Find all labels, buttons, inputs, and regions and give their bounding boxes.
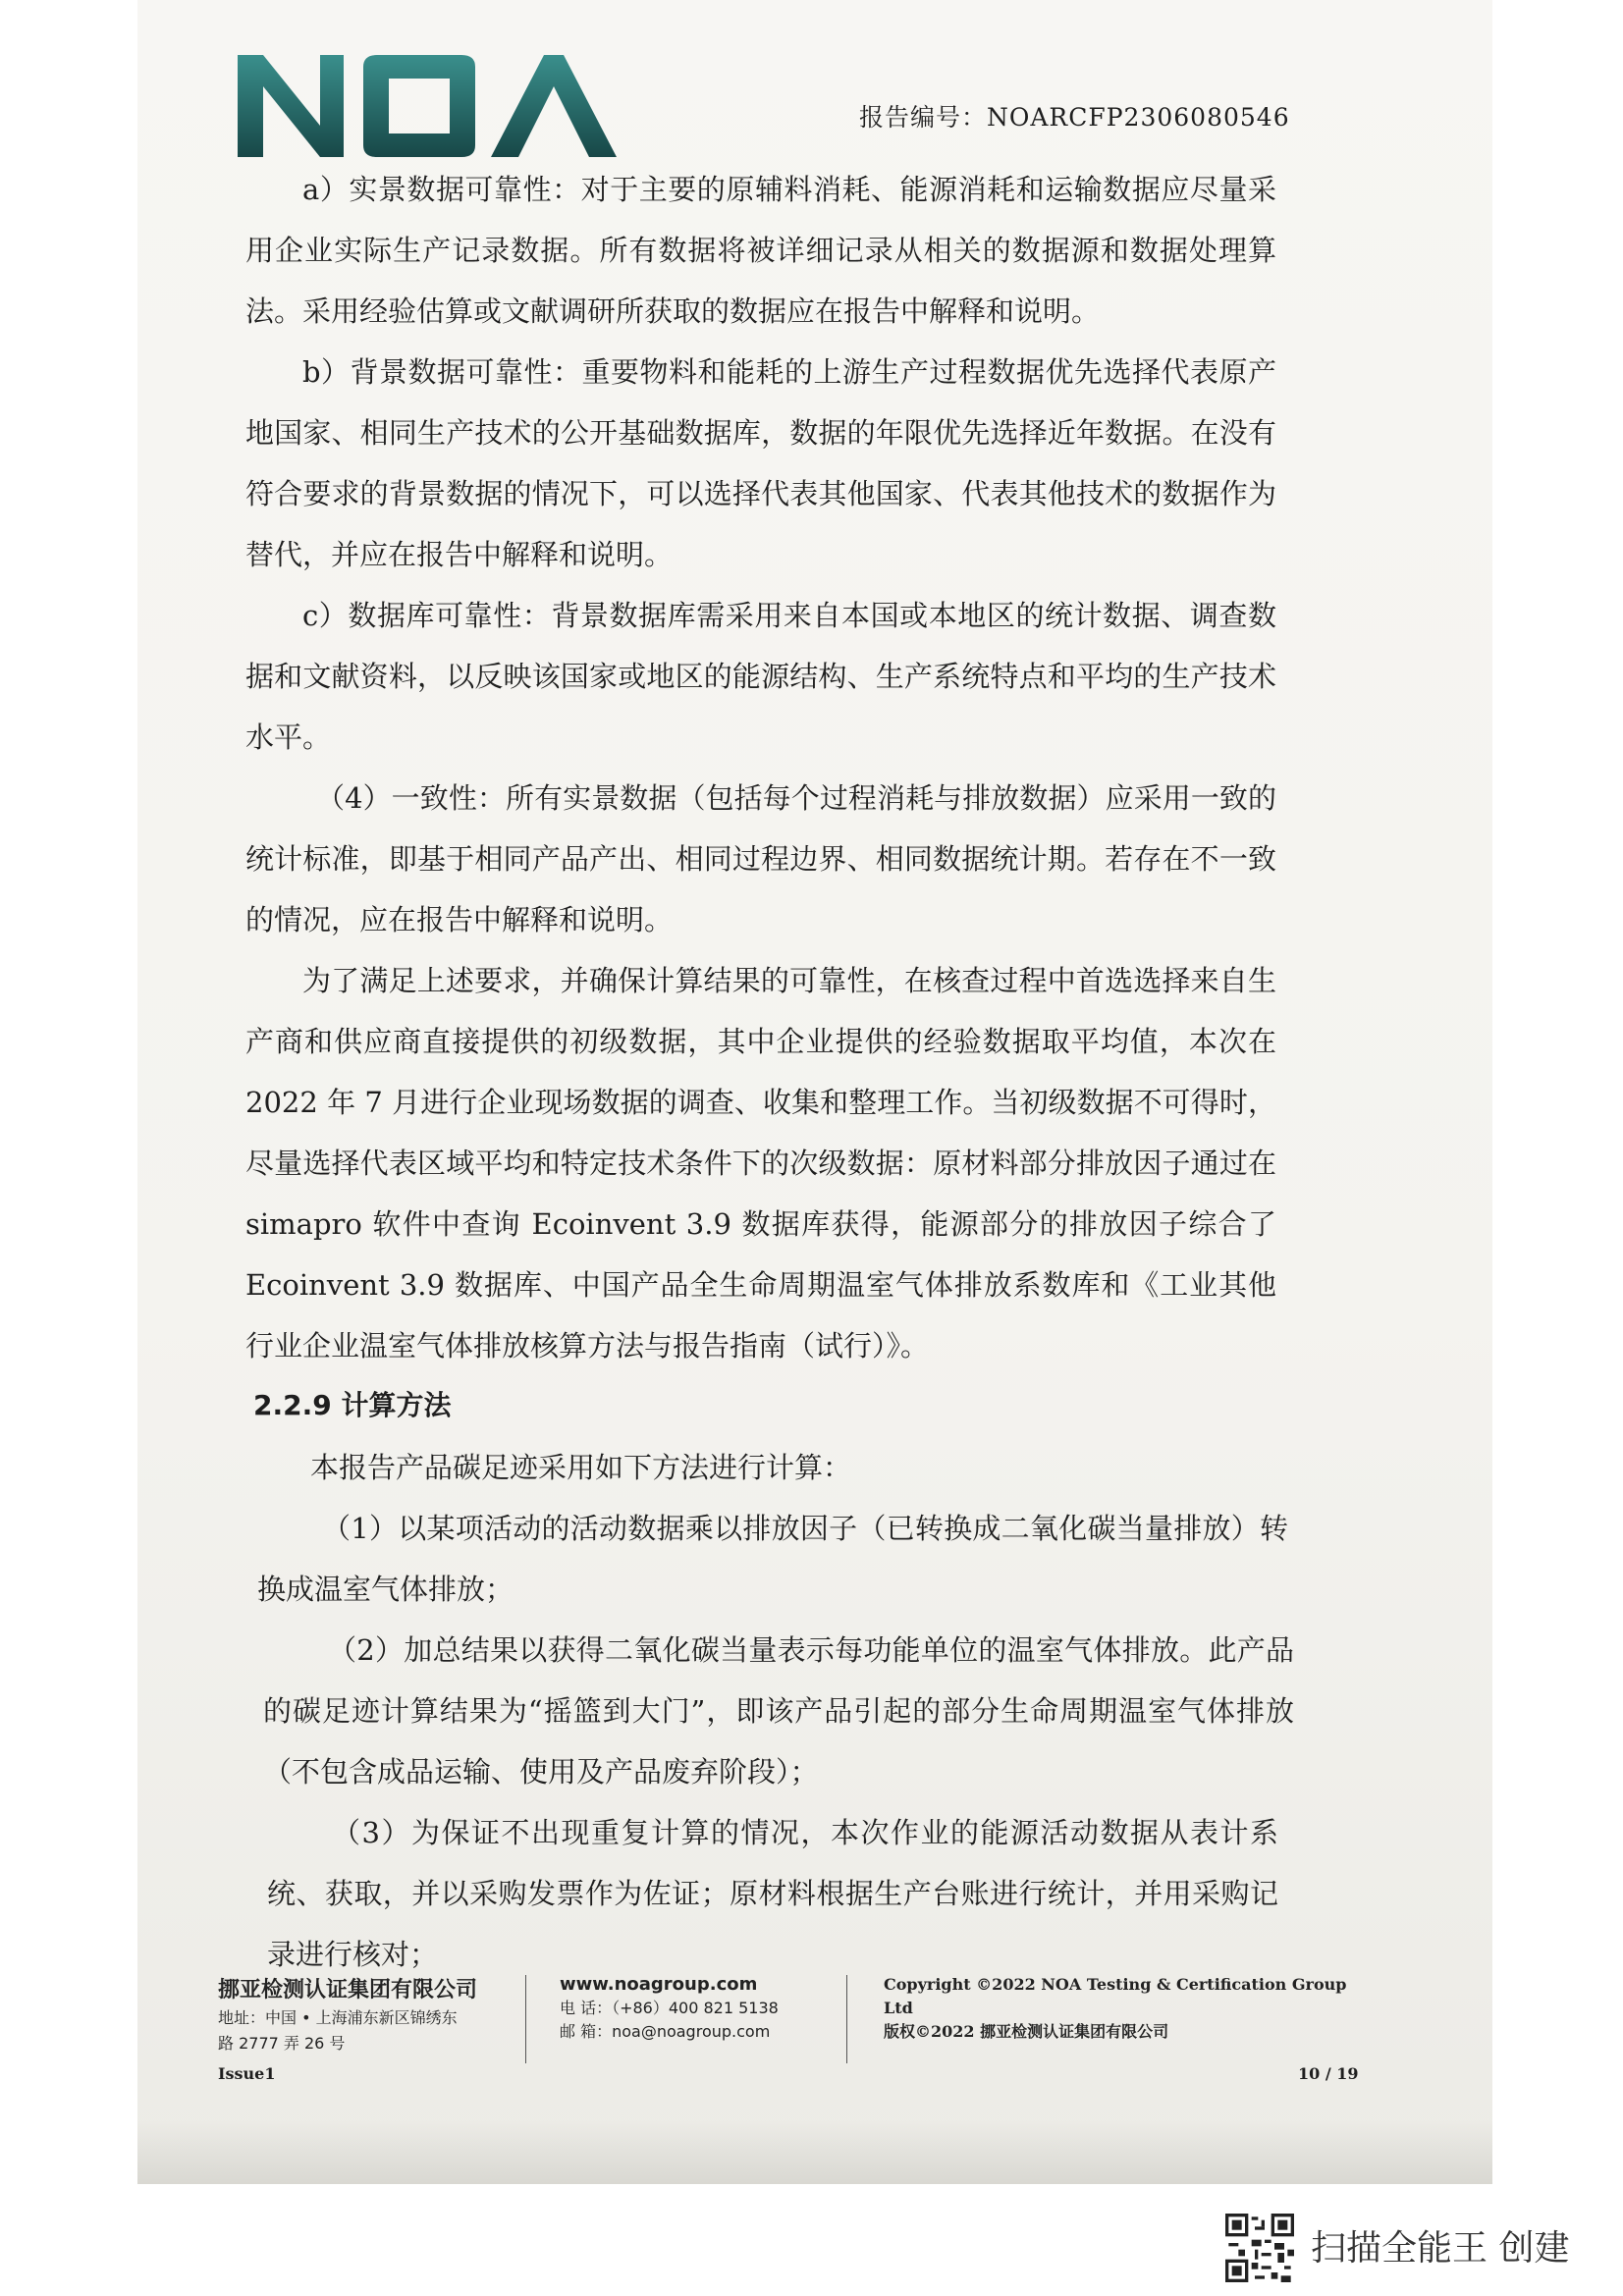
paragraph-background-data-reliability: b）背景数据可靠性：重要物料和能耗的上游生产过程数据优先选择代表原产地国家、相同生产技术的公开基础数据库，数据的年限优先选择近年数据。在没有符合要求的背景数据的情况下，可以选择代表其他国家、代表其他技术的数据作为替代，并应在报告中解释和说明。 [245,355,1276,571]
section-heading: 2.2.9 计算方法 [253,1389,452,1421]
copyright-chinese: 版权©2022 挪亚检测认证集团有限公司 [884,2022,1169,2041]
company-address-line1: 地址：中国 • 上海浦东新区锦绣东 [218,2008,458,2027]
footer-company [218,1973,513,2055]
paragraph-method-3: （3）为保证不出现重复计算的情况，本次作业的能源活动数据从表计系统、获取，并以采购发票作为佐证；原材料根据生产台账进行统计，并用采购记录进行核对； [267,1816,1278,1971]
issue-label: Issue1 [218,2064,276,2083]
report-number: 报告编号：NOARCFP2306080546 [859,103,1290,132]
qr-code-icon [1225,2214,1294,2282]
paragraph-real-data-reliability: a）实景数据可靠性：对于主要的原辅料消耗、能源消耗和运输数据应尽量采用企业实际生产记录数据。所有数据将被详细记录从相关的数据源和数据处理算法。采用经验估算或文献调研所获取的数据应在报告中解释和说明。 [245,173,1276,328]
footer-divider [525,1975,526,2063]
paragraph-method-1: （1）以某项活动的活动数据乘以排放因子（已转换成二氧化碳当量排放）转换成温室气体排放； [257,1512,1288,1606]
paragraph-database-reliability: c）数据库可靠性：背景数据库需采用来自本国或本地区的统计数据、调查数据和文献资料，以反映该国家或地区的能源结构、生产系统特点和平均的生产技术水平。 [245,599,1276,754]
footer-divider [846,1975,847,2063]
company-address-line2: 路 2777 弄 26 号 [218,2034,346,2053]
paragraph-consistency: （4）一致性：所有实景数据（包括每个过程消耗与排放数据）应采用一致的统计标准，即基于相同产品产出、相同过程边界、相同数据统计期。若存在不一致的情况，应在报告中解释和说明。 [245,781,1276,936]
company-name: 挪亚检测认证集团有限公司 [218,1978,478,2002]
noa-logo [234,47,617,163]
footer-phone: 电 话：（+86）400 821 5138 [560,1999,779,2017]
footer-copyright [884,1973,1375,2044]
footer-website: www.noagroup.com [560,1974,758,1995]
footer-email: 邮 箱：noa@noagroup.com [560,2022,771,2041]
footer-contact [560,1973,835,2044]
copyright-english: Copyright ©2022 NOA Testing & Certification Group Ltd [884,1975,1347,2017]
scan-shadow [137,2120,1492,2184]
paragraph-method-intro: 本报告产品碳足迹采用如下方法进行计算： [310,1451,852,1484]
paragraph-method-2: （2）加总结果以获得二氧化碳当量表示每功能单位的温室气体排放。此产品的碳足迹计算结果为“摇篮到大门”，即该产品引起的部分生命周期温室气体排放（不包含成品运输、使用及产品废弃阶段）； [263,1633,1294,1789]
scanner-watermark: 扫描全能王 创建 [1311,2228,1570,2269]
paragraph-data-selection: 为了满足上述要求，并确保计算结果的可靠性，在核查过程中首选选择来自生产商和供应商直接提供的初级数据，其中企业提供的经验数据取平均值，本次在 2022 年 7 月进行企业现场数据的调查、收集和整理工作。当初级数据不可得时，尽量选择代表区域平均和特定技术条件下的次级数据：原材料部分排放因子通过在 simapro 软件中查询 Ecoinvent 3.9 数据库获得，能源部分的排放因子综合了 Ecoinvent 3.9 数据库、中国产品全生命周期温室气体排放系数库和《工业其他行业企业温室气体排放核算方法与报告指南（试行）》。 [245,964,1276,1362]
page-number: 10 / 19 [1298,2064,1359,2083]
